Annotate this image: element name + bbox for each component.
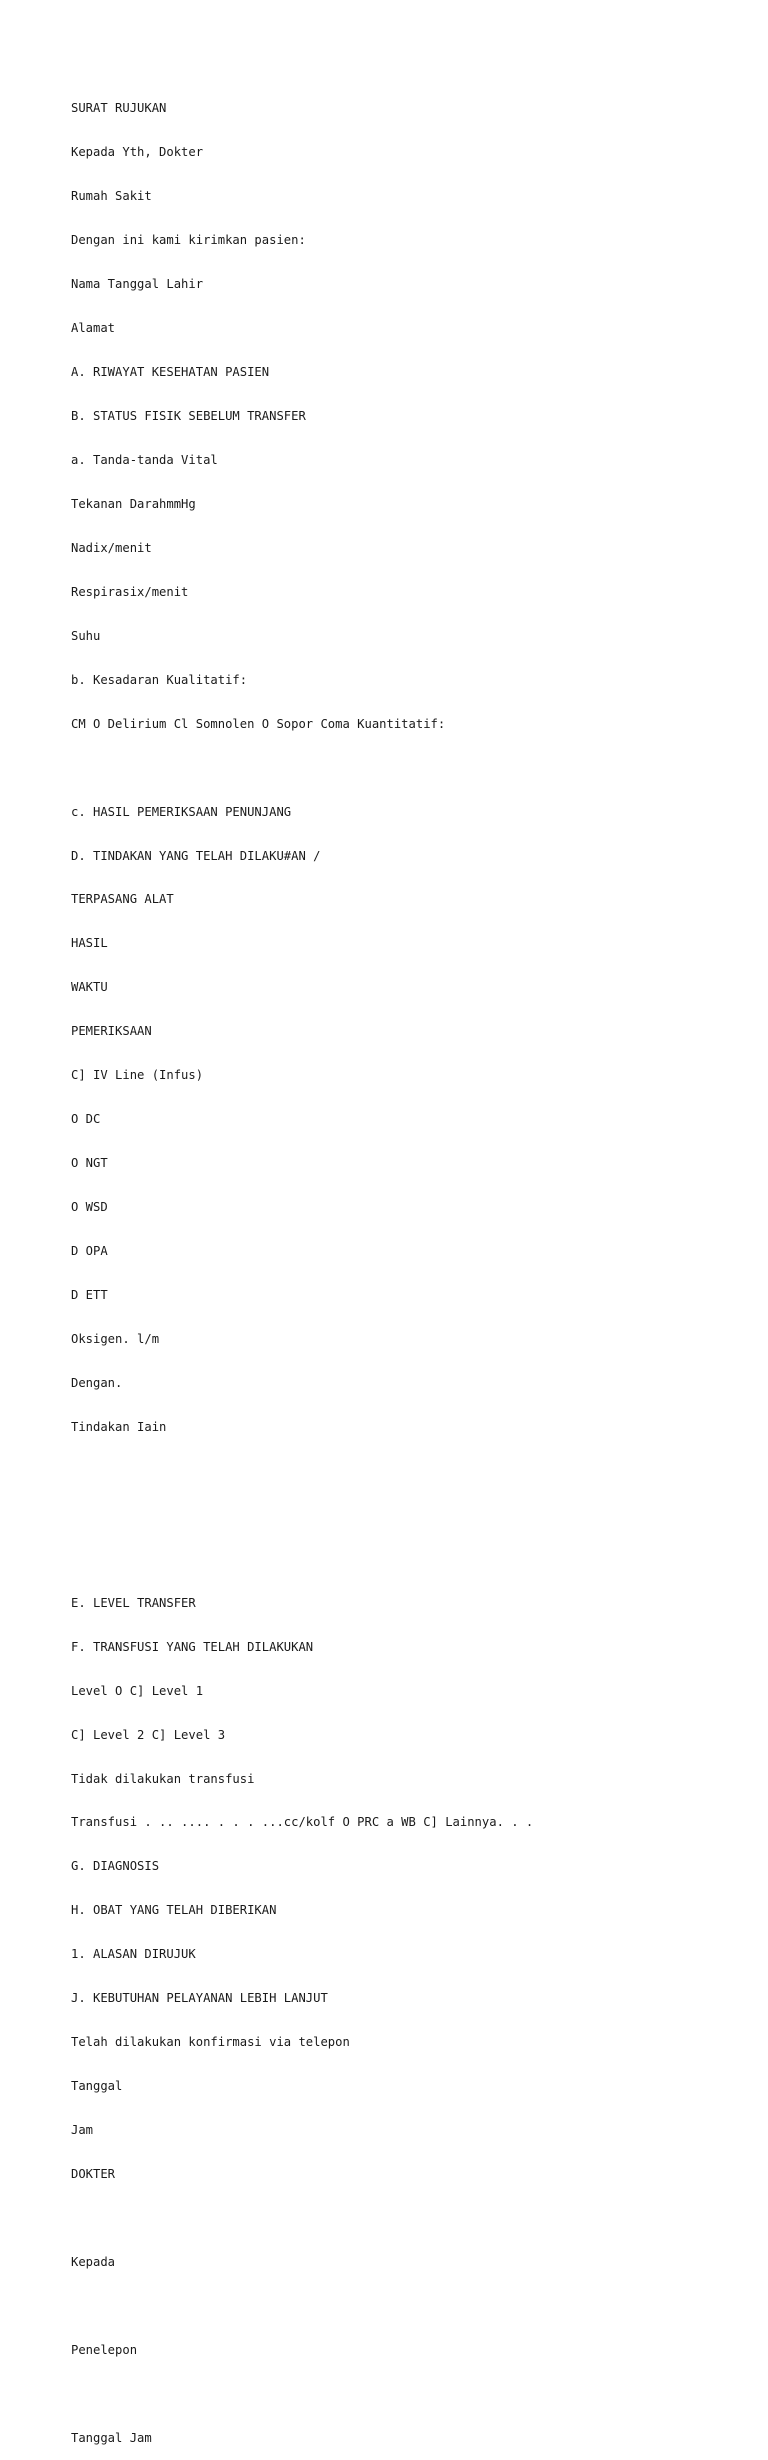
pulse-line: Nadix/menit [71, 540, 152, 555]
wsd-option: O WSD [71, 1200, 108, 1215]
referral-letter-document [71, 72, 751, 2460]
blank-line [71, 1552, 751, 1567]
blank-line [71, 2299, 751, 2314]
respiration-line: Respirasix/menit [71, 584, 189, 599]
vital-signs-heading: a. Tanda-tanda Vital [71, 452, 218, 467]
section-j-heading: J. KEBUTUHAN PELAYANAN LEBIH LANJUT [71, 1991, 328, 2006]
date-label: Tanggal [71, 2079, 123, 2094]
to-label: Kepada [71, 2255, 116, 2270]
section-d-heading: D. TINDAKAN YANG TELAH DILAKU#AN / [71, 848, 321, 863]
patient-name-dob-line: Nama Tanggal Lahir [71, 277, 204, 292]
oxygen-line: Oksigen. l/m [71, 1332, 160, 1346]
address-line: Alamat [71, 321, 116, 336]
section-b-heading: B. STATUS FISIK SEBELUM TRANSFER [71, 408, 306, 423]
blank-line [71, 761, 751, 776]
document-title: SURAT RUJUKAN [71, 101, 167, 116]
temperature-line: Suhu [71, 628, 101, 643]
blank-line [71, 2387, 751, 2402]
blood-pressure-line: Tekanan DarahmmHg [71, 496, 196, 511]
date-hour-label: Tanggal Jam [71, 2430, 152, 2445]
section-h-heading: H. OBAT YANG TELAH DIBERIKAN [71, 1903, 277, 1918]
ngt-option: O NGT [71, 1156, 108, 1171]
section-g-heading: G. DIAGNOSIS [71, 1859, 160, 1874]
section-a-heading: A. RIWAYAT KESEHATAN PASIEN [71, 365, 270, 380]
consciousness-options-line: CM O Delirium Cl Somnolen O Sopor Coma Kuantitatif: [71, 716, 446, 731]
transfusion-detail-line: Transfusi . .. .... . . . ...cc/kolf O PRC a WB C] Lainnya. . . [71, 1815, 534, 1830]
dc-option: O DC [71, 1112, 101, 1127]
section-e-heading: E. LEVEL TRANSFER [71, 1595, 196, 1610]
consciousness-heading: b. Kesadaran Kualitatif: [71, 672, 248, 687]
examination-label: PEMERIKSAAN [71, 1024, 152, 1039]
other-action-line: Tindakan Iain [71, 1419, 167, 1434]
section-c-heading: c. HASIL PEMERIKSAAN PENUNJANG [71, 804, 292, 819]
recipient-line: Kepada Yth, Dokter [71, 145, 204, 160]
level-options-line-1: Level O C] Level 1 [71, 1683, 204, 1698]
caller-label: Penelepon [71, 2342, 138, 2357]
result-label: HASIL [71, 936, 108, 951]
opa-option: D OPA [71, 1244, 108, 1259]
time-label: WAKTU [71, 980, 108, 995]
blank-line [71, 1464, 751, 1479]
installed-devices-line: TERPASANG ALAT [71, 892, 174, 907]
blank-line [71, 2211, 751, 2226]
hospital-line: Rumah Sakit [71, 189, 152, 204]
blank-line [71, 1508, 751, 1523]
intro-line: Dengan ini kami kirimkan pasien: [71, 233, 306, 248]
ett-option: D ETT [71, 1288, 108, 1303]
phone-confirmation-line: Telah dilakukan konfirmasi via telepon [71, 2035, 350, 2050]
doctor-label: DOKTER [71, 2167, 116, 2182]
section-f-heading: F. TRANSFUSI YANG TELAH DILAKUKAN [71, 1639, 314, 1654]
section-i-heading: 1. ALASAN DIRUJUK [71, 1947, 196, 1962]
no-transfusion-line: Tidak dilakukan transfusi [71, 1771, 255, 1786]
iv-line-option: C] IV Line (Infus) [71, 1068, 204, 1083]
hour-label: Jam [71, 2123, 94, 2138]
level-options-line-2: C] Level 2 C] Level 3 [71, 1727, 226, 1742]
with-line: Dengan. [71, 1375, 123, 1390]
